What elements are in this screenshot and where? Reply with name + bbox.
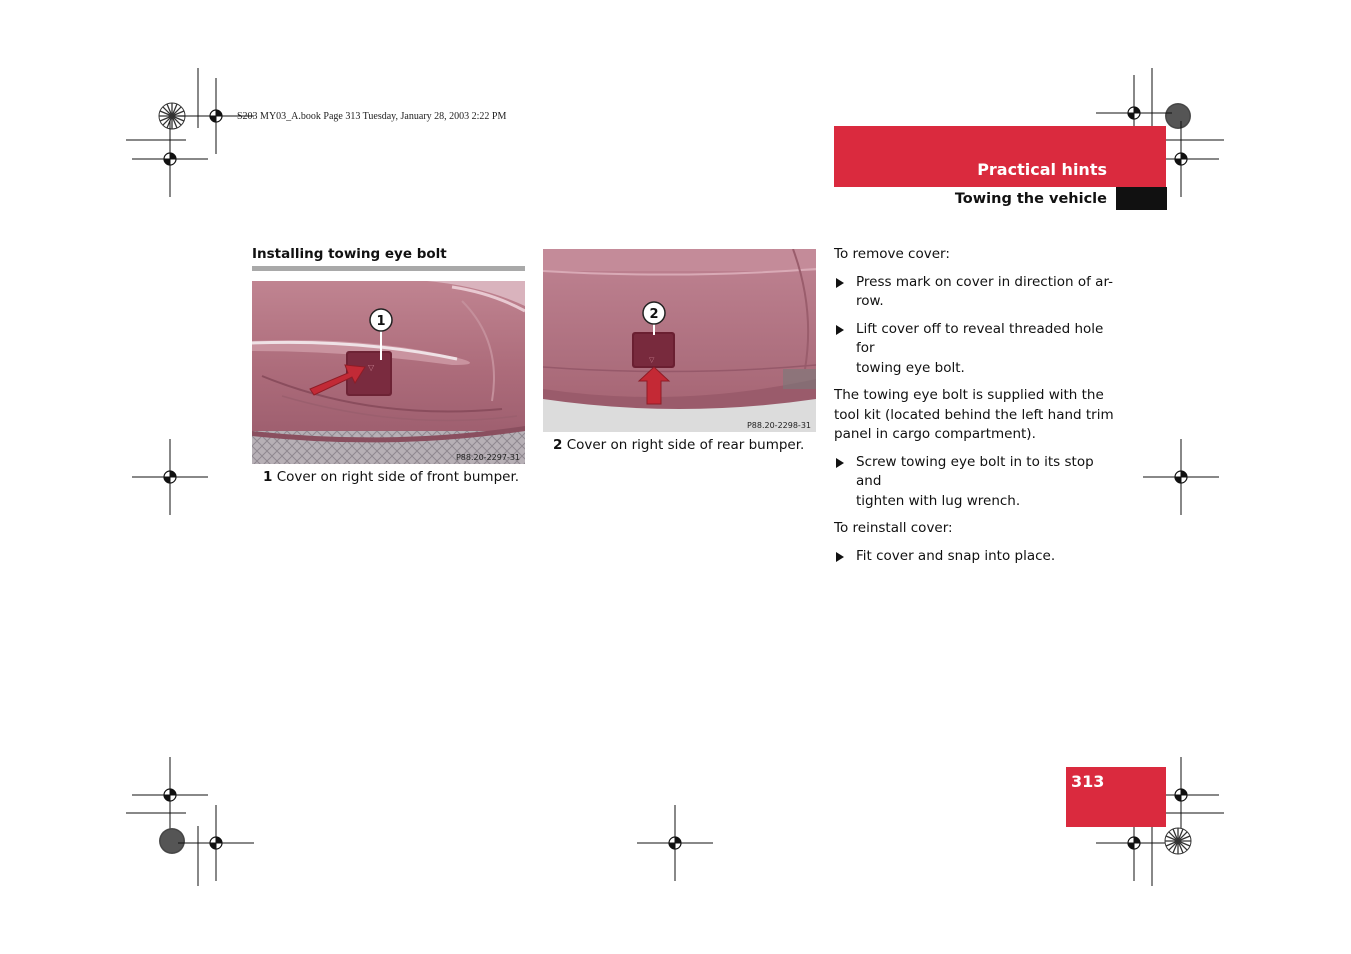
step-2-line-1: Lift cover off to reveal threaded hole for [856,320,1104,356]
figure-caption-2 [553,437,804,453]
caption-text-1: Cover on right side of front bumper. [276,469,520,485]
bullet-arrow-icon [836,325,844,335]
step-3-line-1: Screw towing eye bolt in to its stop and [856,453,1094,489]
caption-number-2: 2 [553,437,563,453]
svg-text:▽: ▽ [368,363,375,372]
bullet-arrow-icon [836,278,844,288]
figure-front-bumper [252,281,525,464]
bullet-arrow-icon [836,458,844,468]
step-1-line-2: row. [856,293,884,309]
instructions-column [834,245,1114,574]
svg-text:▽: ▽ [649,356,655,364]
step-3-line-2: tighten with lug wrench. [856,492,1021,509]
page-number: 313 [1071,772,1105,791]
section-subtitle: Towing the vehicle [954,191,1107,207]
callout-2: 2 [649,307,659,322]
figure-caption-1 [263,469,519,485]
book-file-line: S203 MY03_A.book Page 313 Tuesday, January 28, 2003 2:22 PM [237,111,507,122]
reinstall-intro: To reinstall cover: [834,520,953,536]
step-lift-cover [834,320,1114,379]
note-line-1: The towing eye bolt is supplied with the [834,387,1104,403]
remove-intro: To remove cover: [834,246,950,262]
chapter-title: Practical hints [977,160,1107,179]
figure-code-1: P88.20-2297-31 [455,453,520,462]
caption-text-2: Cover on right side of rear bumper. [566,437,805,453]
step-press-mark [834,273,1114,312]
figure-rear-bumper [543,249,816,432]
bullet-arrow-icon [836,552,844,562]
step-1-line-1: Press mark on cover in direction of ar- [856,273,1114,290]
tool-kit-note [834,386,1114,445]
section-rule [252,266,525,271]
note-line-2: tool kit (located behind the left hand trim [834,406,1114,423]
step-screw-bolt [834,453,1114,512]
step-4-text: Fit cover and snap into place. [856,547,1056,564]
figure-code-2: P88.20-2298-31 [746,421,811,430]
callout-1: 1 [376,314,386,329]
step-fit-cover [834,547,1114,567]
step-2-line-2: towing eye bolt. [856,359,965,376]
caption-number-1: 1 [263,469,273,485]
section-marker-block [1116,187,1167,210]
note-line-3: panel in cargo compartment). [834,426,1036,442]
section-title: Installing towing eye bolt [252,246,447,262]
